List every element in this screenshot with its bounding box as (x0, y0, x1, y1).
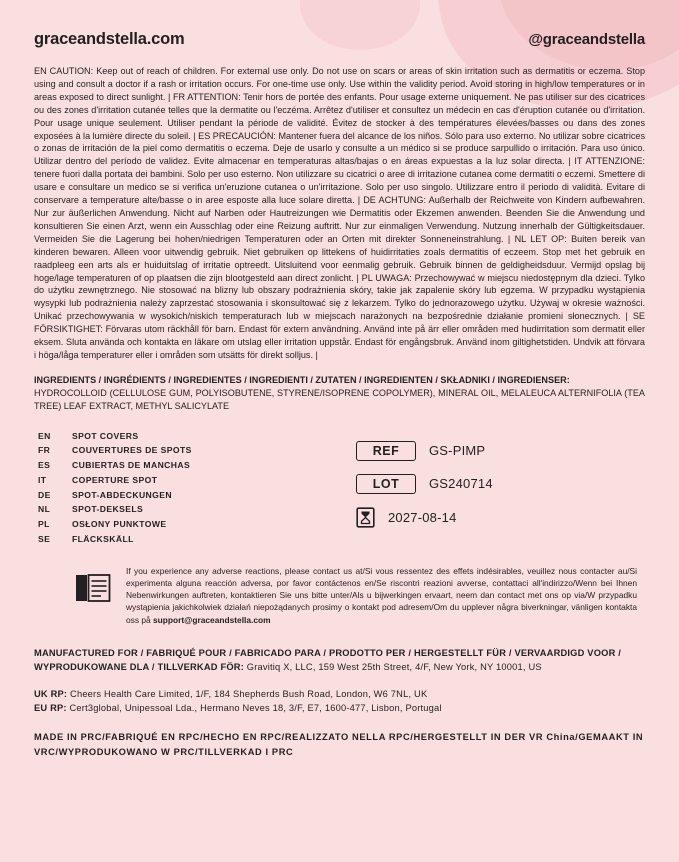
responsible-person-block (34, 687, 645, 717)
list-item (38, 429, 338, 444)
ref-value: GS-PIMP (429, 443, 486, 459)
language-code: IT (38, 474, 47, 485)
list-item (38, 473, 338, 488)
ref-symbol: REF (356, 441, 416, 461)
codes-panel (356, 429, 645, 547)
ingredients-block (34, 374, 645, 413)
language-code: PL (38, 519, 50, 530)
support-email: support@graceandstella.com (153, 614, 271, 625)
product-name: CUBIERTAS DE MANCHAS (72, 460, 191, 471)
reference-row (356, 441, 645, 461)
list-item (38, 458, 338, 473)
language-code: FR (38, 445, 51, 456)
list-item (38, 488, 338, 503)
manufacturer-heading: MANUFACTURED FOR / FABRIQUÉ POUR / FABRICADO PARA / PRODOTTO PER / HERGESTELLT FÜR / VERVAARDIGD VOOR / WYPRODUKOWANE DLA / TILLVERKAD FÖR: (34, 647, 622, 673)
product-name: COUVERTURES DE SPOTS (72, 445, 192, 456)
notice-text (126, 565, 637, 626)
eu-rp-value: Cert3global, Unipessoal Lda., Hermano Neves 18, 3/F, E7, 1600-477, Lisbon, Portugal (69, 703, 442, 714)
ingredients-list: HYDROCOLLOID (CELLULOSE GUM, POLYISOBUTENE, STYRENE/ISOPRENE COPOLYMER), MINERAL OIL, MELALEUCA ALTERNIFOLIA (TEA TREE) LEAF EXTRACT, METHYL SALICYLATE (34, 387, 645, 411)
lot-value: GS240714 (429, 476, 493, 492)
hourglass-icon (356, 507, 375, 528)
country-of-origin: MADE IN PRC/FABRIQUÉ EN RPC/HECHO EN RPC/REALIZZATO NELLA RPC/HERGESTELLT IN DER VR China/GEMAAKT IN VRC/WYPRODUKOWANO W PRC/TILLVERKAD I PRC (34, 732, 644, 758)
product-name: COPERTURE SPOT (72, 474, 158, 485)
list-item (38, 532, 338, 547)
language-code: EN (38, 430, 51, 441)
product-name: SPOT-ABDECKUNGEN (72, 489, 172, 500)
eu-rp-row (34, 701, 645, 716)
manufacturer-address: Gravitiq X, LLC, 159 West 25th Street, 4/F, New York, NY 10001, US (246, 662, 542, 673)
list-item (38, 517, 338, 532)
brand-social-handle: @graceandstella (528, 31, 645, 48)
product-name-and-codes (34, 429, 645, 547)
uk-rp-row (34, 687, 645, 702)
expiry-date: 2027-08-14 (388, 509, 457, 525)
product-name-translations (34, 429, 338, 547)
language-code: DE (38, 489, 51, 500)
adverse-reaction-notice (74, 565, 645, 626)
ingredients-label: INGREDIENTS / INGRÉDIENTS / INGREDIENTES / INGREDIENTI / ZUTATEN / INGREDIENTEN / SKŁADNIKI / INGREDIENSER: (34, 374, 570, 385)
brand-website: graceandstella.com (34, 30, 185, 48)
lot-symbol: LOT (356, 474, 416, 494)
list-item (38, 443, 338, 458)
product-name: SPOT-DEKSELS (72, 504, 144, 515)
language-code: ES (38, 460, 51, 471)
consult-leaflet-icon (74, 569, 112, 607)
lot-row (356, 474, 645, 494)
caution-paragraph: EN CAUTION: Keep out of reach of children. For external use only. Do not use on scars or areas of skin irritation such as dermatitis or eczema. Stop using and consult a doctor if a rash or irritation occurs. For one-time use only. Use within the validity period. Avoid storing in high/low temperatures or in areas exposed to direct sunlight. | FR ATTENTION: Tenir hors de portée des enfants. Pour usage externe uniquement. Ne pas utiliser sur des cicatrices ou des zones d'irritation cutanée telles que la dermatite ou l'eczéma. Arrêtez d'utiliser et consultez un médecin en cas d'éruption cutanée ou d'irritation. Pour usage unique seulement. Utiliser pendant la période de validité. Évitez de stocker à des températures élevées/basses ou dans des zones exposées à la lumière directe du soleil. | ES PRECAUCIÓN: Mantener fuera del alcance de los niños. Sólo para uso externo. No utilizar sobre cicatrices o zonas de irritación de la piel como dermatitis o eczema. Deje de usarlo y consulte a un médico si se produce sarpullido o irritación. Para uso único. Utilizar dentro del período de validez. Evite almacenar en temperaturas altas/bajas o en áreas expuestas a la luz solar directa. | IT ATTENZIONE: tenere fuori dalla portata dei bambini. Solo per uso esterno. Non utilizzare su cicatrici o aree di irritazione cutanea come dermatiti o eczemi. Smettere di usare e consultare un medico se si verifica un'eruzione cutanea o un'irritazione. Solo per uso singolo. Utilizzare entro il periodo di validità. Evitare di conservare a temperature alte/basse o in aree esposte alla luce solare diretta. | DE ACHTUNG: Außerhalb der Reichweite von Kindern aufbewahren. Nur zur äußerlichen Anwendung. Nicht auf Narben oder Hautreizungen wie Dermatitis oder Ekzemen anwenden. Beenden Sie die Anwendung und konsultieren Sie einen Arzt, wenn ein Ausschlag oder eine Reizung auftritt. Nur zur einmaligen Verwendung. Nutzung innerhalb der Gültigkeitsdauer. Vermeiden Sie die Lagerung bei hohen/niedrigen Temperaturen oder an Orten mit direkter Sonneneinstrahlung. | NL LET OP: Buiten bereik van kinderen bewaren. Alleen voor uitwendig gebruik. Niet gebruiken op littekens of huidirritaties zoals dermatitis of eczeem. Stop met het gebruik en raadpleeg een arts als er huiduitslag of irritatie optreedt. Uitsluitend voor eenmalig gebruik. Gebruik binnen de geldigheidsduur. Vermijd opslag bij hoge/lage temperaturen of op plaatsen die zijn blootgesteld aan direct zonlicht. | PL UWAGA: Przechowywać w miejscu niedostępnym dla dzieci. Tylko do użytku zewnętrznego. Nie stosować na blizny lub obszary podrażnienia skóry, takie jak zapalenie skóry lub egzema. W przypadku wystąpienia wysypki lub podrażnienia należy zaprzestać stosowania i skonsultować się z lekarzem. Tylko do jednorazowego użytku. Używaj w okresie ważności. Unikać przechowywania w wysokich/niskich temperaturach lub w miejscach narażonych na bezpośrednie działanie promieni słonecznych. | SE FÖRSIKTIGHET: Förvaras utom räckhåll för barn. Endast för extern användning. Använd inte på ärr eller områden med hudirritation som dermatit eller eksem. Sluta använda och kontakta en läkare om utslag eller irritation uppstår. Endast för engångsbruk. Använd inom giltighetstiden. Undvik att förvara i höga/låga temperaturer eller i områden som utsätts för direkt solljus. | (34, 66, 645, 360)
uk-rp-value: Cheers Health Care Limited, 1/F, 184 Shepherds Bush Road, London, W6 7NL, UK (70, 688, 428, 699)
language-code: NL (38, 504, 51, 515)
notice-body: If you experience any adverse reactions, please contact us at/Si vous ressentez des effets indésirables, veuillez nous contacter au/Si experimenta alguna reacción adversa, por favor contáctenos en/Se riscontri reazioni avverse, contattaci all'indirizzo/Wenn bei Ihnen Nebenwirkungen auftreten, kontaktieren Sie uns bitte unter/Als u bijwerkingen ervaart, neem dan contact met ons op via/W przypadku wystąpienia jakichkolwiek działań niepożądanych prosimy o kontakt pod adresem/Om du upplever några biverkningar, vänligen kontakta oss på (126, 565, 637, 625)
list-item (38, 502, 338, 517)
manufacturer-block (34, 646, 645, 675)
uk-rp-label: UK RP: (34, 688, 68, 699)
product-name: SPOT COVERS (72, 430, 139, 441)
product-name: OSŁONY PUNKTOWE (72, 519, 167, 530)
header (34, 30, 645, 49)
eu-rp-label: EU RP: (34, 703, 67, 714)
product-name: FLÄCKSKÄLL (72, 534, 134, 545)
expiry-row (356, 507, 645, 528)
language-code: SE (38, 534, 51, 545)
